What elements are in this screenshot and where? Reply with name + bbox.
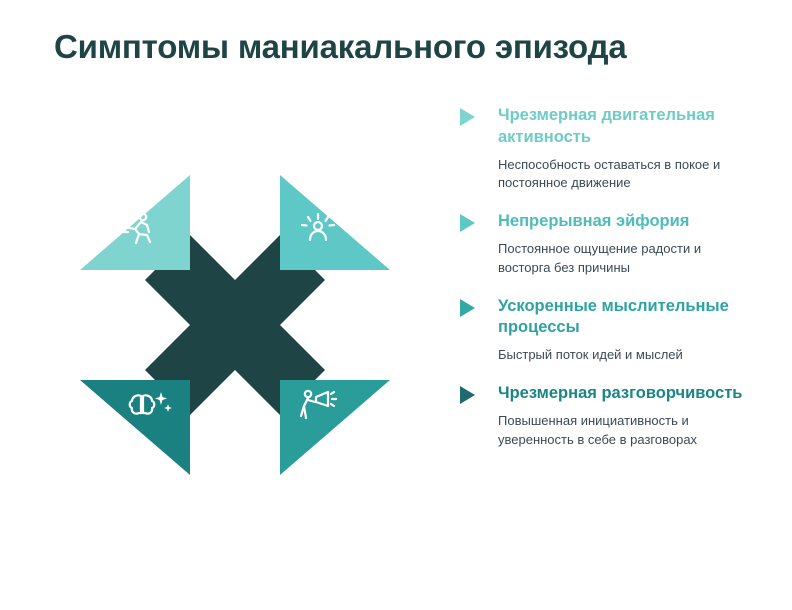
list-item-heading: Чрезмерная разговорчивость [498, 384, 743, 403]
list-item [460, 211, 750, 277]
wedge-top-right [280, 175, 390, 270]
list-item-description: Повышенная инициативность и уверенность в себе в разговорах [498, 412, 698, 447]
symptom-list [460, 105, 750, 468]
list-item [460, 105, 750, 193]
wedge-top-left [80, 175, 190, 270]
four-triangle-cross-diagram [45, 150, 425, 570]
triangle-right-icon [460, 386, 475, 404]
triangle-right-icon [460, 108, 475, 126]
wedge-bottom-left [80, 380, 190, 475]
triangle-right-icon [460, 214, 475, 232]
wedge-bottom-right [280, 380, 390, 475]
list-item-description: Постоянное ощущение радости и восторга без причины [498, 240, 702, 275]
list-item [460, 383, 750, 449]
list-item-description: Быстрый поток идей и мыслей [498, 347, 683, 363]
triangle-right-icon [460, 299, 475, 317]
list-item-heading: Ускоренные мыслительные процессы [498, 296, 729, 337]
list-item-heading: Чрезмерная двигательная активность [498, 106, 715, 146]
list-item-description: Неспособность оставаться в покое и постоянное движение [498, 156, 721, 191]
list-item-heading: Непрерывная эйфория [498, 212, 690, 231]
list-item [460, 296, 750, 365]
page-title: Симптомы маниакального эпизода [54, 28, 627, 65]
